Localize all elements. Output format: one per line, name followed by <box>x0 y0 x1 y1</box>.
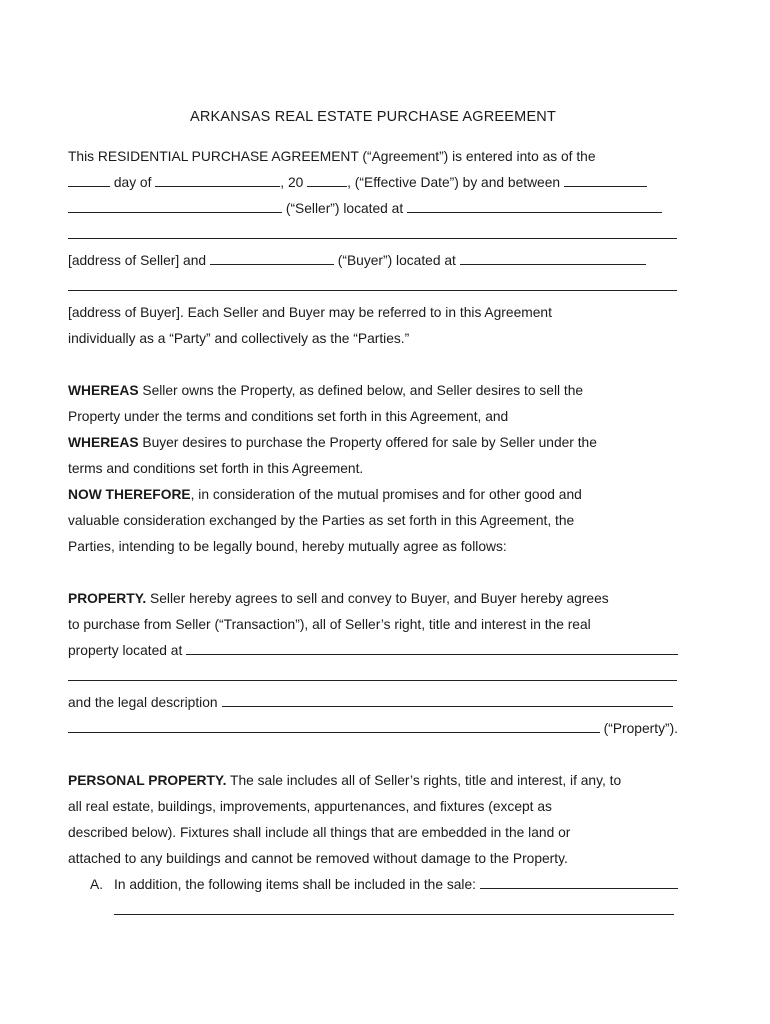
whereas-1-line-1 <box>68 382 583 400</box>
item-a-text: In addition, the following items shall be included in the sale: <box>114 877 477 892</box>
property-address-line[interactable] <box>68 680 677 681</box>
property-end-line <box>68 720 678 738</box>
day-blank[interactable] <box>68 174 110 187</box>
month-blank[interactable] <box>155 174 280 187</box>
now-therefore-line-1 <box>68 486 582 504</box>
legal-description-line <box>68 694 678 712</box>
intro-line-3 <box>68 200 662 218</box>
whereas-1-line-2: Property under the terms and conditions set forth in this Agreement, and <box>68 409 509 424</box>
personal-property-text: The sale includes all of Seller’s rights, title and interest, if any, to <box>226 773 622 788</box>
whereas-1-text: Seller owns the Property, as defined below, and Seller desires to sell the <box>138 383 584 398</box>
whereas-heading: WHEREAS <box>68 435 139 450</box>
personal-property-heading: PERSONAL PROPERTY. <box>68 773 227 788</box>
whereas-heading: WHEREAS <box>68 383 139 398</box>
legal-description-blank-2[interactable] <box>68 720 600 733</box>
buyer-name-blank[interactable] <box>210 252 334 265</box>
intro-line-2 <box>68 174 647 192</box>
seller-name-blank[interactable] <box>68 200 282 213</box>
property-line-2: to purchase from Seller (“Transaction”), all of Seller’s right, title and interest in the real <box>68 617 591 632</box>
whereas-2-line-1 <box>68 434 597 452</box>
seller-located-text: (“Seller”) located at <box>285 201 404 216</box>
legal-description-blank[interactable] <box>222 694 673 707</box>
intro-line-5 <box>68 252 646 270</box>
property-located-text: property located at <box>68 643 183 658</box>
legal-description-text: and the legal description <box>68 695 218 710</box>
buyer-address-line[interactable] <box>68 290 677 291</box>
item-a-marker: A. <box>90 877 104 892</box>
item-a-line-2[interactable] <box>114 914 674 915</box>
document-title: ARKANSAS REAL ESTATE PURCHASE AGREEMENT <box>189 109 557 125</box>
effective-date-text: , (“Effective Date”) by and between <box>347 175 561 190</box>
intro-line-8: individually as a “Party” and collectively as the “Parties.” <box>68 331 410 346</box>
now-therefore-text: , in consideration of the mutual promises and for other good and <box>190 487 582 502</box>
personal-property-line-2: all real estate, buildings, improvements, appurtenances, and fixtures (except as <box>68 799 552 814</box>
day-of-text: day of <box>113 175 152 190</box>
property-text: Seller hereby agrees to sell and convey to Buyer, and Buyer hereby agrees <box>146 591 609 606</box>
whereas-2-line-2: terms and conditions set forth in this Agreement. <box>68 461 364 476</box>
property-definition-text: (“Property”). <box>603 721 678 736</box>
intro-line-7: [address of Buyer]. Each Seller and Buyer may be referred to in this Agreement <box>68 305 552 320</box>
buyer-address-blank[interactable] <box>460 252 646 265</box>
whereas-2-text: Buyer desires to purchase the Property offered for sale by Seller under the <box>138 435 597 450</box>
year-prefix-text: , 20 <box>280 175 304 190</box>
personal-property-line-4: attached to any buildings and cannot be removed without damage to the Property. <box>68 851 568 866</box>
buyer-located-text: (“Buyer”) located at <box>337 253 456 268</box>
item-a-blank[interactable] <box>480 876 678 889</box>
property-line-1 <box>68 590 609 608</box>
now-therefore-heading: NOW THEREFORE <box>68 487 191 502</box>
personal-property-line-1 <box>68 772 621 790</box>
property-line-3 <box>68 642 678 660</box>
now-therefore-line-3: Parties, intending to be legally bound, hereby mutually agree as follows: <box>68 539 507 554</box>
seller-address-line[interactable] <box>68 238 677 239</box>
now-therefore-line-2: valuable consideration exchanged by the Parties as set forth in this Agreement, the <box>68 513 575 528</box>
seller-address-blank[interactable] <box>407 200 662 213</box>
property-heading: PROPERTY. <box>68 591 147 606</box>
address-seller-text: [address of Seller] and <box>68 253 207 268</box>
party-blank-1[interactable] <box>564 174 647 187</box>
year-blank[interactable] <box>307 174 347 187</box>
intro-line-1: This RESIDENTIAL PURCHASE AGREEMENT (“Agreement”) is entered into as of the <box>68 149 596 164</box>
property-address-blank[interactable] <box>186 642 678 655</box>
item-a-line <box>90 876 678 894</box>
personal-property-line-3: described below). Fixtures shall include all things that are embedded in the land or <box>68 825 571 840</box>
